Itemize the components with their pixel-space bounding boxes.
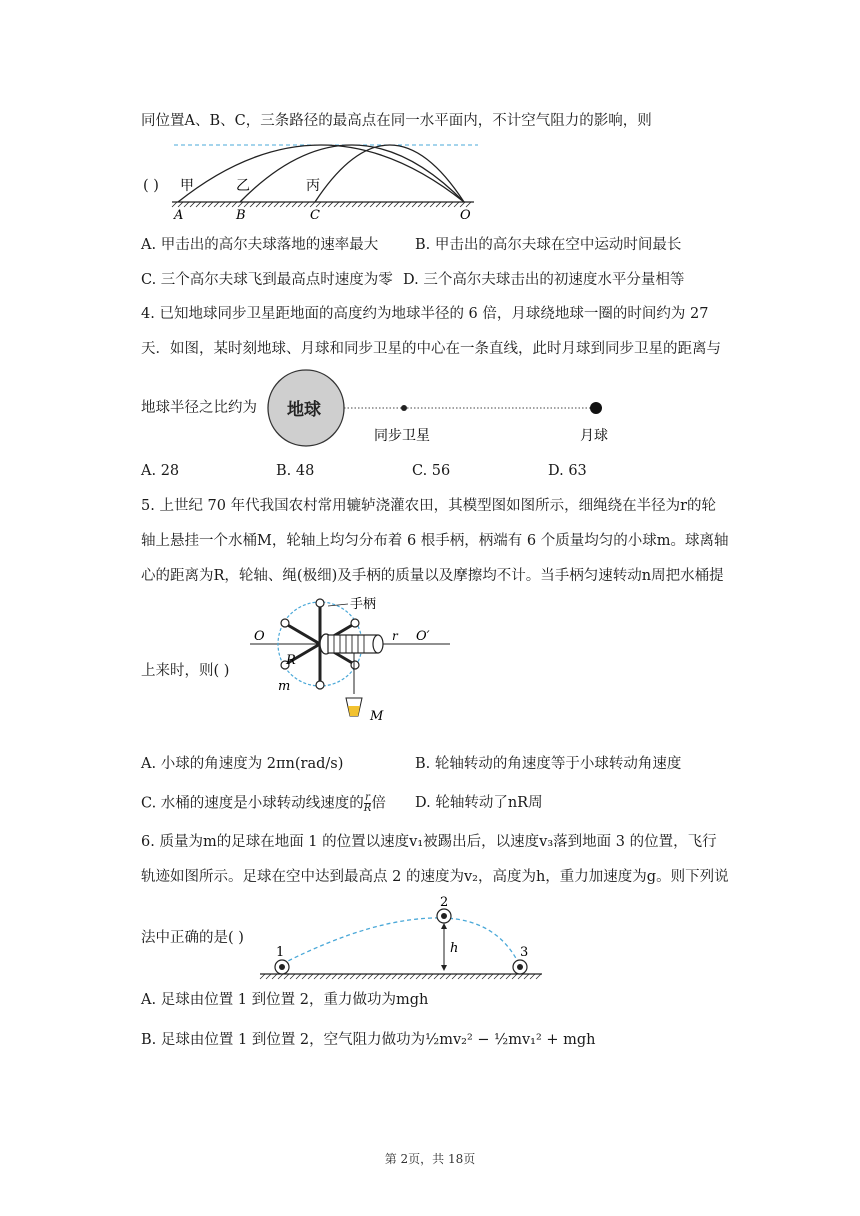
q5-line-1: 5. 上世纪 70 年代我国农村常用辘轳浇灌农田，其模型图如图所示，细绳绕在半径为r的轮: [141, 498, 717, 514]
q6-option-a: A. 足球由位置 1 到位置 2，重力做功为mgh: [141, 992, 429, 1008]
fraction-r-over-R: $\frac{r}{R}$: [363, 792, 372, 814]
position-1-label: 1: [276, 945, 285, 960]
q3-option-d: D. 三个高尔夫球击出的初速度水平分量相等: [403, 272, 685, 288]
q5-line-2: 轴上悬挂一个水桶M，轮轴上均匀分布着 6 根手柄，柄端有 6 个质量均匀的小球m。球离轴: [141, 533, 729, 549]
q6-option-b: B. 足球由位置 1 到位置 2，空气阻力做功为½mv₂² − ½mv₁² + mgh: [141, 1032, 596, 1048]
q3-option-c: C. 三个高尔夫球飞到最高点时速度为零: [141, 272, 393, 288]
satellite-label: 同步卫星: [374, 428, 430, 444]
moon-label: 月球: [580, 428, 608, 444]
mass-m-label: m: [278, 679, 291, 694]
radius-r-label: r: [392, 629, 398, 643]
radius-R-label: R: [286, 653, 296, 668]
q5-option-a: A. 小球的角速度为 2πn(rad/s): [141, 756, 344, 772]
q4-orbit-diagram: [262, 364, 622, 454]
q4-line-3: 地球半径之比约为: [141, 400, 257, 416]
q5-line-4: 上来时，则( ): [141, 663, 230, 679]
q3-stem-line: 同位置A、B、C，三条路径的最高点在同一水平面内，不计空气阻力的影响，则: [141, 113, 652, 129]
label-yi: 乙: [236, 178, 250, 194]
q4-option-c: C. 56: [412, 463, 451, 479]
q4-option-a: A. 28: [141, 463, 180, 479]
height-h-label: h: [450, 941, 459, 956]
q5-option-c: [141, 793, 386, 814]
q3-bracket: ( ): [143, 178, 159, 194]
q4-option-b: B. 48: [276, 463, 315, 479]
mass-M-label: M: [370, 709, 384, 724]
q4-option-d: D. 63: [548, 463, 587, 479]
earth-label: 地球: [287, 400, 321, 420]
axis-o-prime-label: O′: [416, 629, 430, 644]
label-jia: 甲: [180, 178, 194, 194]
q3-option-b: B. 甲击出的高尔夫球在空中运动时间最长: [415, 237, 682, 253]
label-A: A: [174, 208, 184, 223]
q3-option-a: A. 甲击出的高尔夫球落地的速率最大: [141, 237, 379, 253]
q6-football-diagram: [256, 896, 546, 980]
q5-option-b: B. 轮轴转动的角速度等于小球转动角速度: [415, 756, 682, 772]
axis-o-label: O: [254, 629, 265, 644]
page-footer: 第 2页，共 18页: [384, 1152, 476, 1166]
label-B: B: [236, 208, 246, 223]
q5-line-3: 心的距离为R，轮轴、绳(极细)及手柄的质量以及摩擦均不计。当手柄匀速转动n周把水桶提: [141, 568, 724, 584]
q4-line-1: 4. 已知地球同步卫星距地面的高度约为地球半径的 6 倍，月球绕地球一圈的时间约为 27: [141, 306, 709, 322]
label-C: C: [310, 208, 320, 223]
position-2-label: 2: [440, 896, 449, 910]
q5-option-c-text: C. 水桶的速度是小球转动线速度的: [141, 795, 364, 812]
q5-option-c-suffix: 倍: [371, 795, 386, 812]
q6-line-1: 6. 质量为m的足球在地面 1 的位置以速度v₁被踢出后，以速度v₃落到地面 3 的位置，飞行: [141, 834, 717, 850]
position-3-label: 3: [520, 945, 529, 960]
q5-windlass-diagram: [250, 594, 480, 744]
q6-line-2: 轨迹如图所示。足球在空中达到最高点 2 的速度为v₂，高度为h，重力加速度为g。则下列说: [141, 869, 729, 885]
handle-label: 手柄: [350, 597, 377, 612]
q4-line-2: 天．如图，某时刻地球、月球和同步卫星的中心在一条直线，此时月球到同步卫星的距离与: [141, 341, 721, 357]
q6-line-3: 法中正确的是( ): [141, 930, 244, 946]
q3-trajectory-diagram: [160, 136, 490, 226]
label-bing: 丙: [306, 178, 320, 194]
label-O: O: [460, 208, 471, 223]
q5-option-d: D. 轮轴转动了nR周: [415, 795, 543, 811]
